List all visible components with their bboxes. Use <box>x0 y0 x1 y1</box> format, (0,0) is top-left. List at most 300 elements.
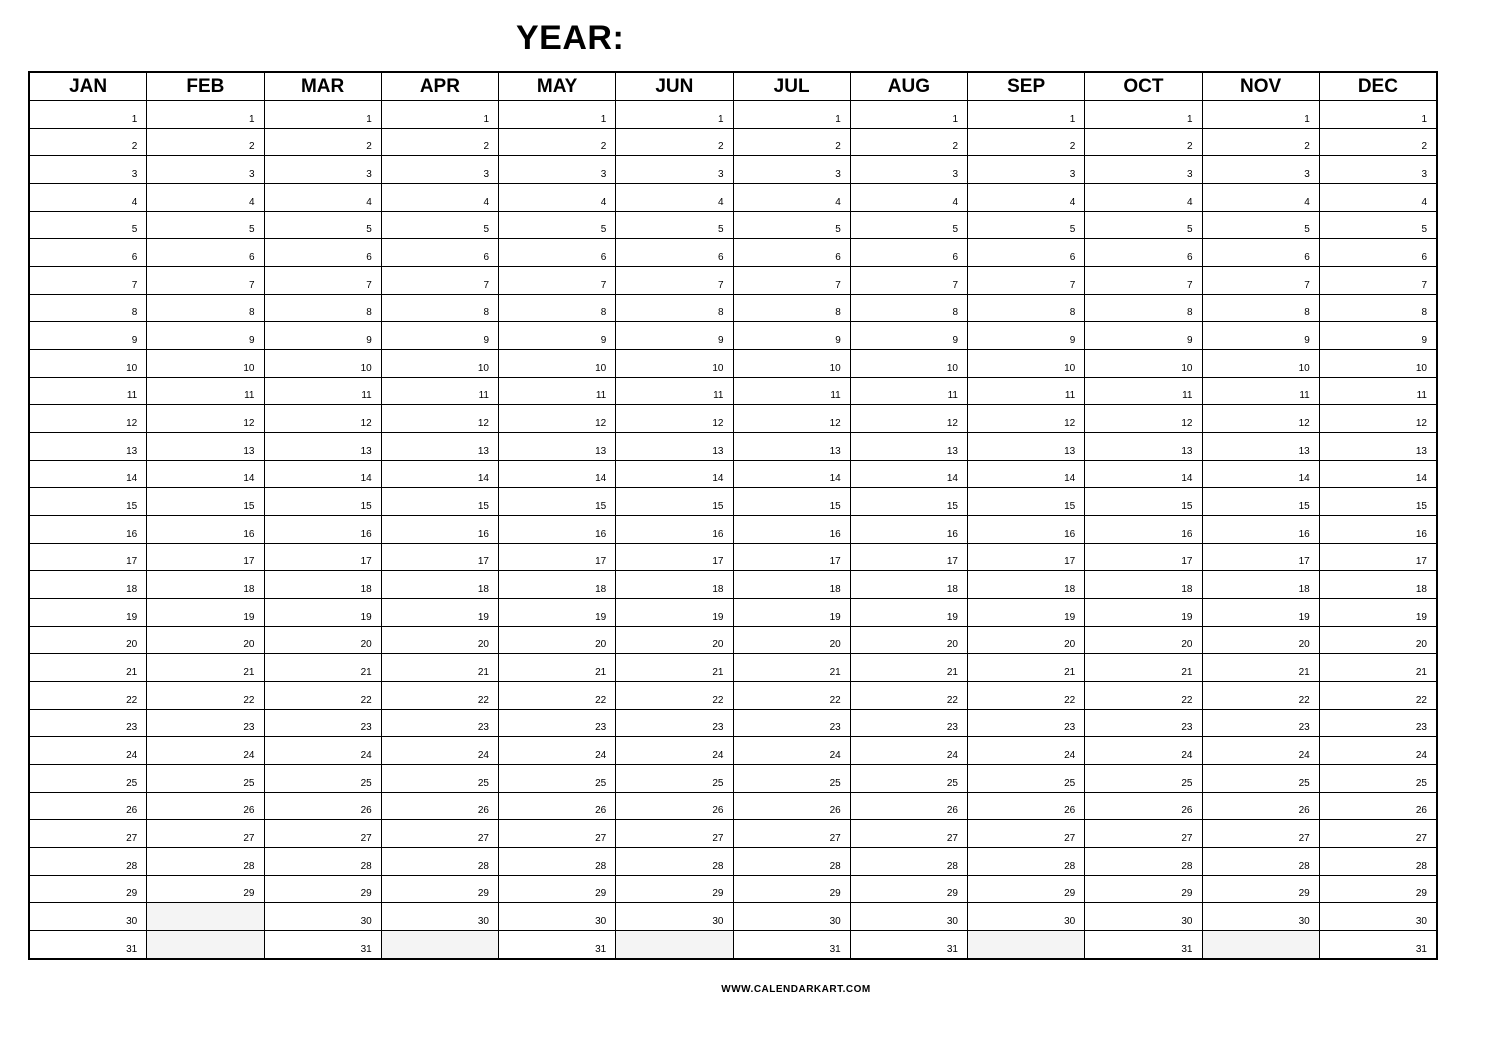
day-cell[interactable]: 9 <box>265 322 381 350</box>
day-cell[interactable]: 6 <box>1320 239 1436 267</box>
day-cell[interactable]: 22 <box>382 682 498 710</box>
day-cell[interactable]: 13 <box>851 433 967 461</box>
day-cell[interactable]: 30 <box>1085 903 1201 931</box>
day-cell[interactable]: 15 <box>30 488 146 516</box>
day-cell[interactable]: 4 <box>30 184 146 212</box>
day-cell[interactable]: 31 <box>946 943 958 955</box>
day-cell[interactable]: 16 <box>1320 516 1436 544</box>
day-cell[interactable]: 8 <box>1320 295 1436 323</box>
day-cell[interactable]: 16 <box>147 516 263 544</box>
day-cell[interactable]: 30 <box>499 903 615 931</box>
day-cell[interactable]: 6 <box>851 239 967 267</box>
day-cell[interactable]: 5 <box>1203 212 1319 240</box>
day-cell[interactable]: 21 <box>1203 654 1319 682</box>
day-cell[interactable]: 1 <box>499 101 615 129</box>
day-cell[interactable]: 28 <box>1320 848 1436 876</box>
day-cell[interactable]: 5 <box>382 212 498 240</box>
day-cell[interactable]: 2 <box>734 129 850 157</box>
day-cell[interactable]: 26 <box>1203 793 1319 821</box>
day-cell[interactable]: 24 <box>851 737 967 765</box>
day-cell[interactable]: 30 <box>616 903 732 931</box>
day-cell[interactable]: 31 <box>1181 943 1193 955</box>
day-cell[interactable]: 25 <box>616 765 732 793</box>
day-cell[interactable]: 13 <box>499 433 615 461</box>
day-cell[interactable]: 20 <box>968 627 1084 655</box>
day-cell[interactable]: 25 <box>734 765 850 793</box>
day-cell[interactable]: 10 <box>265 350 381 378</box>
day-cell[interactable]: 29 <box>265 876 381 904</box>
day-cell[interactable]: 7 <box>265 267 381 295</box>
day-cell[interactable]: 14 <box>382 461 498 489</box>
day-cell[interactable]: 3 <box>147 156 263 184</box>
day-cell[interactable]: 24 <box>147 737 263 765</box>
day-cell[interactable]: 17 <box>616 544 732 572</box>
day-cell[interactable]: 17 <box>1320 544 1436 572</box>
day-cell[interactable]: 6 <box>734 239 850 267</box>
day-cell[interactable]: 14 <box>851 461 967 489</box>
day-cell[interactable]: 20 <box>382 627 498 655</box>
day-cell[interactable]: 10 <box>30 350 146 378</box>
day-cell[interactable]: 8 <box>147 295 263 323</box>
day-cell[interactable]: 16 <box>499 516 615 544</box>
day-cell[interactable]: 2 <box>1203 129 1319 157</box>
day-cell[interactable]: 9 <box>616 322 732 350</box>
day-cell[interactable]: 16 <box>265 516 381 544</box>
day-cell[interactable]: 3 <box>734 156 850 184</box>
day-cell[interactable]: 6 <box>499 239 615 267</box>
day-cell[interactable]: 1 <box>851 101 967 129</box>
day-cell[interactable]: 7 <box>382 267 498 295</box>
day-cell[interactable]: 26 <box>265 793 381 821</box>
day-cell[interactable]: 9 <box>734 322 850 350</box>
day-cell[interactable]: 7 <box>1203 267 1319 295</box>
day-cell[interactable]: 10 <box>382 350 498 378</box>
day-cell[interactable]: 2 <box>499 129 615 157</box>
day-cell[interactable]: 23 <box>968 710 1084 738</box>
day-cell[interactable]: 24 <box>30 737 146 765</box>
day-cell[interactable]: 28 <box>851 848 967 876</box>
day-cell[interactable]: 3 <box>1085 156 1201 184</box>
day-cell[interactable]: 21 <box>616 654 732 682</box>
day-cell[interactable]: 12 <box>1203 405 1319 433</box>
day-cell[interactable]: 25 <box>30 765 146 793</box>
day-cell[interactable]: 2 <box>1085 129 1201 157</box>
day-cell[interactable]: 2 <box>1320 129 1436 157</box>
day-cell[interactable]: 18 <box>382 571 498 599</box>
day-cell[interactable]: 13 <box>968 433 1084 461</box>
day-cell[interactable]: 25 <box>499 765 615 793</box>
day-cell[interactable]: 23 <box>851 710 967 738</box>
day-cell[interactable]: 19 <box>147 599 263 627</box>
day-cell[interactable]: 25 <box>1085 765 1201 793</box>
day-cell[interactable]: 3 <box>968 156 1084 184</box>
day-cell[interactable]: 10 <box>968 350 1084 378</box>
day-cell[interactable]: 17 <box>1203 544 1319 572</box>
day-cell[interactable]: 18 <box>968 571 1084 599</box>
day-cell[interactable]: 23 <box>147 710 263 738</box>
day-cell[interactable]: 21 <box>1085 654 1201 682</box>
day-cell[interactable]: 19 <box>499 599 615 627</box>
day-cell[interactable]: 1 <box>265 101 381 129</box>
day-cell[interactable]: 7 <box>30 267 146 295</box>
day-cell[interactable]: 28 <box>1203 848 1319 876</box>
day-cell[interactable]: 15 <box>734 488 850 516</box>
day-cell[interactable]: 3 <box>265 156 381 184</box>
day-cell[interactable]: 11 <box>616 378 732 406</box>
day-cell[interactable]: 24 <box>499 737 615 765</box>
day-cell[interactable]: 20 <box>1320 627 1436 655</box>
day-cell[interactable]: 10 <box>1085 350 1201 378</box>
day-cell[interactable]: 29 <box>499 876 615 904</box>
day-cell[interactable]: 11 <box>30 378 146 406</box>
day-cell[interactable]: 27 <box>1320 820 1436 848</box>
day-cell[interactable]: 8 <box>1203 295 1319 323</box>
day-cell[interactable]: 18 <box>499 571 615 599</box>
day-cell[interactable]: 23 <box>499 710 615 738</box>
day-cell[interactable]: 9 <box>147 322 263 350</box>
day-cell[interactable]: 26 <box>499 793 615 821</box>
day-cell[interactable]: 22 <box>30 682 146 710</box>
day-cell[interactable]: 19 <box>30 599 146 627</box>
day-cell[interactable]: 15 <box>382 488 498 516</box>
day-cell[interactable]: 29 <box>147 876 263 904</box>
day-cell[interactable]: 3 <box>1203 156 1319 184</box>
day-cell[interactable]: 20 <box>1085 627 1201 655</box>
day-cell[interactable]: 22 <box>734 682 850 710</box>
day-cell[interactable]: 12 <box>265 405 381 433</box>
day-cell[interactable]: 19 <box>734 599 850 627</box>
day-cell[interactable]: 3 <box>1320 156 1436 184</box>
day-cell[interactable]: 14 <box>734 461 850 489</box>
day-cell[interactable]: 19 <box>382 599 498 627</box>
day-cell[interactable]: 14 <box>147 461 263 489</box>
day-cell[interactable]: 31 <box>829 943 841 955</box>
day-cell[interactable]: 20 <box>851 627 967 655</box>
day-cell[interactable]: 1 <box>382 101 498 129</box>
day-cell[interactable]: 4 <box>499 184 615 212</box>
day-cell[interactable]: 16 <box>1203 516 1319 544</box>
day-cell[interactable]: 9 <box>382 322 498 350</box>
day-cell[interactable]: 21 <box>147 654 263 682</box>
day-cell[interactable]: 4 <box>265 184 381 212</box>
day-cell[interactable]: 14 <box>1320 461 1436 489</box>
day-cell[interactable]: 17 <box>499 544 615 572</box>
day-cell[interactable]: 5 <box>851 212 967 240</box>
day-cell[interactable]: 7 <box>499 267 615 295</box>
day-cell[interactable]: 8 <box>30 295 146 323</box>
day-cell[interactable]: 10 <box>734 350 850 378</box>
day-cell[interactable]: 22 <box>851 682 967 710</box>
day-cell[interactable]: 26 <box>30 793 146 821</box>
day-cell[interactable]: 11 <box>382 378 498 406</box>
day-cell[interactable]: 13 <box>1320 433 1436 461</box>
day-cell[interactable]: 6 <box>147 239 263 267</box>
day-cell[interactable]: 16 <box>616 516 732 544</box>
day-cell[interactable]: 26 <box>616 793 732 821</box>
day-cell[interactable]: 8 <box>265 295 381 323</box>
day-cell[interactable]: 14 <box>616 461 732 489</box>
day-cell[interactable]: 26 <box>1320 793 1436 821</box>
day-cell[interactable]: 13 <box>1203 433 1319 461</box>
day-cell[interactable]: 21 <box>499 654 615 682</box>
day-cell[interactable]: 13 <box>616 433 732 461</box>
day-cell[interactable]: 23 <box>30 710 146 738</box>
day-cell[interactable]: 25 <box>851 765 967 793</box>
day-cell[interactable]: 29 <box>1085 876 1201 904</box>
day-cell[interactable]: 23 <box>616 710 732 738</box>
day-cell[interactable]: 20 <box>265 627 381 655</box>
day-cell[interactable]: 31 <box>360 943 372 955</box>
day-cell[interactable]: 10 <box>499 350 615 378</box>
day-cell[interactable]: 8 <box>851 295 967 323</box>
day-cell[interactable]: 29 <box>1320 876 1436 904</box>
day-cell[interactable]: 4 <box>616 184 732 212</box>
day-cell[interactable]: 27 <box>1085 820 1201 848</box>
day-cell[interactable]: 3 <box>30 156 146 184</box>
day-cell[interactable]: 29 <box>382 876 498 904</box>
day-cell[interactable]: 29 <box>30 876 146 904</box>
day-cell[interactable]: 13 <box>382 433 498 461</box>
day-cell[interactable]: 10 <box>616 350 732 378</box>
day-cell[interactable]: 2 <box>968 129 1084 157</box>
day-cell[interactable]: 19 <box>616 599 732 627</box>
day-cell[interactable]: 2 <box>382 129 498 157</box>
day-cell[interactable]: 21 <box>1320 654 1436 682</box>
day-cell[interactable]: 4 <box>734 184 850 212</box>
day-cell[interactable]: 28 <box>734 848 850 876</box>
day-cell[interactable]: 9 <box>968 322 1084 350</box>
day-cell[interactable]: 25 <box>382 765 498 793</box>
day-cell[interactable]: 15 <box>265 488 381 516</box>
day-cell[interactable]: 15 <box>1085 488 1201 516</box>
day-cell[interactable]: 26 <box>382 793 498 821</box>
day-cell[interactable]: 18 <box>616 571 732 599</box>
day-cell[interactable]: 26 <box>851 793 967 821</box>
day-cell[interactable]: 10 <box>851 350 967 378</box>
day-cell[interactable]: 27 <box>734 820 850 848</box>
day-cell[interactable]: 14 <box>499 461 615 489</box>
day-cell[interactable]: 19 <box>968 599 1084 627</box>
day-cell[interactable]: 7 <box>968 267 1084 295</box>
day-cell[interactable]: 2 <box>30 129 146 157</box>
day-cell[interactable]: 12 <box>968 405 1084 433</box>
day-cell[interactable]: 11 <box>851 378 967 406</box>
day-cell[interactable]: 28 <box>30 848 146 876</box>
day-cell[interactable]: 29 <box>851 876 967 904</box>
day-cell[interactable]: 18 <box>851 571 967 599</box>
day-cell[interactable]: 31 <box>1415 943 1427 955</box>
day-cell[interactable]: 23 <box>1320 710 1436 738</box>
day-cell[interactable]: 27 <box>968 820 1084 848</box>
day-cell[interactable]: 27 <box>499 820 615 848</box>
day-cell[interactable]: 27 <box>616 820 732 848</box>
day-cell[interactable]: 19 <box>1203 599 1319 627</box>
day-cell[interactable]: 13 <box>1085 433 1201 461</box>
day-cell[interactable]: 17 <box>30 544 146 572</box>
day-cell[interactable]: 10 <box>1320 350 1436 378</box>
day-cell[interactable]: 16 <box>734 516 850 544</box>
day-cell[interactable]: 24 <box>265 737 381 765</box>
day-cell[interactable]: 8 <box>968 295 1084 323</box>
day-cell[interactable]: 12 <box>499 405 615 433</box>
day-cell[interactable]: 17 <box>734 544 850 572</box>
day-cell[interactable]: 17 <box>147 544 263 572</box>
day-cell[interactable]: 8 <box>1085 295 1201 323</box>
day-cell[interactable]: 7 <box>147 267 263 295</box>
day-cell[interactable]: 12 <box>147 405 263 433</box>
day-cell[interactable]: 13 <box>147 433 263 461</box>
day-cell[interactable]: 1 <box>616 101 732 129</box>
day-cell[interactable]: 11 <box>734 378 850 406</box>
day-cell[interactable]: 19 <box>265 599 381 627</box>
day-cell[interactable]: 30 <box>382 903 498 931</box>
day-cell[interactable]: 12 <box>30 405 146 433</box>
day-cell[interactable]: 27 <box>147 820 263 848</box>
day-cell[interactable]: 12 <box>382 405 498 433</box>
day-cell[interactable]: 2 <box>265 129 381 157</box>
day-cell[interactable]: 1 <box>1085 101 1201 129</box>
day-cell[interactable]: 21 <box>265 654 381 682</box>
day-cell[interactable]: 12 <box>734 405 850 433</box>
day-cell[interactable]: 3 <box>499 156 615 184</box>
day-cell[interactable]: 20 <box>734 627 850 655</box>
day-cell[interactable]: 6 <box>968 239 1084 267</box>
day-cell[interactable]: 1 <box>968 101 1084 129</box>
day-cell[interactable]: 19 <box>1320 599 1436 627</box>
day-cell[interactable]: 15 <box>1320 488 1436 516</box>
day-cell[interactable]: 15 <box>616 488 732 516</box>
day-cell[interactable]: 12 <box>851 405 967 433</box>
day-cell[interactable]: 24 <box>382 737 498 765</box>
day-cell[interactable]: 7 <box>616 267 732 295</box>
day-cell[interactable]: 23 <box>734 710 850 738</box>
day-cell[interactable]: 6 <box>265 239 381 267</box>
day-cell[interactable]: 16 <box>1085 516 1201 544</box>
day-cell[interactable]: 8 <box>382 295 498 323</box>
day-cell[interactable]: 1 <box>30 101 146 129</box>
day-cell[interactable]: 27 <box>265 820 381 848</box>
day-cell[interactable]: 24 <box>734 737 850 765</box>
day-cell[interactable]: 4 <box>147 184 263 212</box>
day-cell[interactable]: 2 <box>851 129 967 157</box>
day-cell[interactable]: 23 <box>1203 710 1319 738</box>
day-cell[interactable]: 1 <box>147 101 263 129</box>
day-cell[interactable]: 22 <box>1085 682 1201 710</box>
day-cell[interactable]: 6 <box>1203 239 1319 267</box>
day-cell[interactable]: 22 <box>499 682 615 710</box>
day-cell[interactable]: 12 <box>616 405 732 433</box>
day-cell[interactable]: 28 <box>616 848 732 876</box>
day-cell[interactable]: 6 <box>382 239 498 267</box>
day-cell[interactable]: 22 <box>1320 682 1436 710</box>
day-cell[interactable]: 7 <box>1320 267 1436 295</box>
day-cell[interactable]: 28 <box>1085 848 1201 876</box>
day-cell[interactable]: 20 <box>616 627 732 655</box>
day-cell[interactable]: 5 <box>616 212 732 240</box>
day-cell[interactable]: 28 <box>147 848 263 876</box>
day-cell[interactable]: 20 <box>499 627 615 655</box>
day-cell[interactable]: 11 <box>265 378 381 406</box>
day-cell[interactable]: 16 <box>382 516 498 544</box>
day-cell[interactable]: 4 <box>851 184 967 212</box>
day-cell[interactable]: 28 <box>265 848 381 876</box>
day-cell[interactable]: 23 <box>1085 710 1201 738</box>
day-cell[interactable]: 30 <box>968 903 1084 931</box>
day-cell[interactable]: 27 <box>1203 820 1319 848</box>
day-cell[interactable]: 16 <box>968 516 1084 544</box>
day-cell[interactable]: 21 <box>734 654 850 682</box>
day-cell[interactable]: 4 <box>1203 184 1319 212</box>
day-cell[interactable]: 30 <box>30 903 146 931</box>
day-cell[interactable]: 21 <box>968 654 1084 682</box>
day-cell[interactable]: 17 <box>265 544 381 572</box>
day-cell[interactable]: 3 <box>382 156 498 184</box>
day-cell[interactable]: 8 <box>616 295 732 323</box>
day-cell[interactable]: 18 <box>1320 571 1436 599</box>
day-cell[interactable]: 7 <box>1085 267 1201 295</box>
day-cell[interactable]: 15 <box>968 488 1084 516</box>
day-cell[interactable]: 3 <box>851 156 967 184</box>
day-cell[interactable]: 31 <box>595 943 607 955</box>
day-cell[interactable]: 9 <box>499 322 615 350</box>
day-cell[interactable]: 23 <box>265 710 381 738</box>
day-cell[interactable]: 27 <box>30 820 146 848</box>
day-cell[interactable]: 9 <box>851 322 967 350</box>
day-cell[interactable]: 24 <box>968 737 1084 765</box>
day-cell[interactable]: 21 <box>30 654 146 682</box>
day-cell[interactable]: 25 <box>968 765 1084 793</box>
day-cell[interactable]: 11 <box>147 378 263 406</box>
day-cell[interactable]: 14 <box>968 461 1084 489</box>
day-cell[interactable]: 4 <box>968 184 1084 212</box>
day-cell[interactable]: 17 <box>382 544 498 572</box>
day-cell[interactable]: 26 <box>1085 793 1201 821</box>
day-cell[interactable]: 18 <box>734 571 850 599</box>
day-cell[interactable]: 8 <box>734 295 850 323</box>
day-cell[interactable]: 18 <box>147 571 263 599</box>
day-cell[interactable]: 30 <box>734 903 850 931</box>
day-cell[interactable]: 1 <box>1203 101 1319 129</box>
day-cell[interactable]: 12 <box>1320 405 1436 433</box>
day-cell[interactable]: 5 <box>968 212 1084 240</box>
day-cell[interactable]: 4 <box>1085 184 1201 212</box>
day-cell[interactable]: 24 <box>1085 737 1201 765</box>
day-cell[interactable]: 26 <box>968 793 1084 821</box>
day-cell[interactable]: 2 <box>147 129 263 157</box>
day-cell[interactable]: 14 <box>1203 461 1319 489</box>
day-cell[interactable]: 10 <box>147 350 263 378</box>
day-cell[interactable]: 11 <box>1320 378 1436 406</box>
day-cell[interactable]: 17 <box>968 544 1084 572</box>
day-cell[interactable]: 19 <box>851 599 967 627</box>
day-cell[interactable]: 9 <box>1320 322 1436 350</box>
day-cell[interactable]: 16 <box>30 516 146 544</box>
day-cell[interactable]: 9 <box>30 322 146 350</box>
day-cell[interactable]: 1 <box>1320 101 1436 129</box>
day-cell[interactable]: 15 <box>499 488 615 516</box>
day-cell[interactable]: 5 <box>499 212 615 240</box>
day-cell[interactable]: 5 <box>1085 212 1201 240</box>
day-cell[interactable]: 30 <box>851 903 967 931</box>
day-cell[interactable]: 11 <box>968 378 1084 406</box>
day-cell[interactable]: 12 <box>1085 405 1201 433</box>
day-cell[interactable]: 5 <box>30 212 146 240</box>
day-cell[interactable]: 29 <box>1203 876 1319 904</box>
day-cell[interactable]: 3 <box>616 156 732 184</box>
day-cell[interactable]: 21 <box>851 654 967 682</box>
day-cell[interactable]: 2 <box>616 129 732 157</box>
day-cell[interactable]: 14 <box>1085 461 1201 489</box>
